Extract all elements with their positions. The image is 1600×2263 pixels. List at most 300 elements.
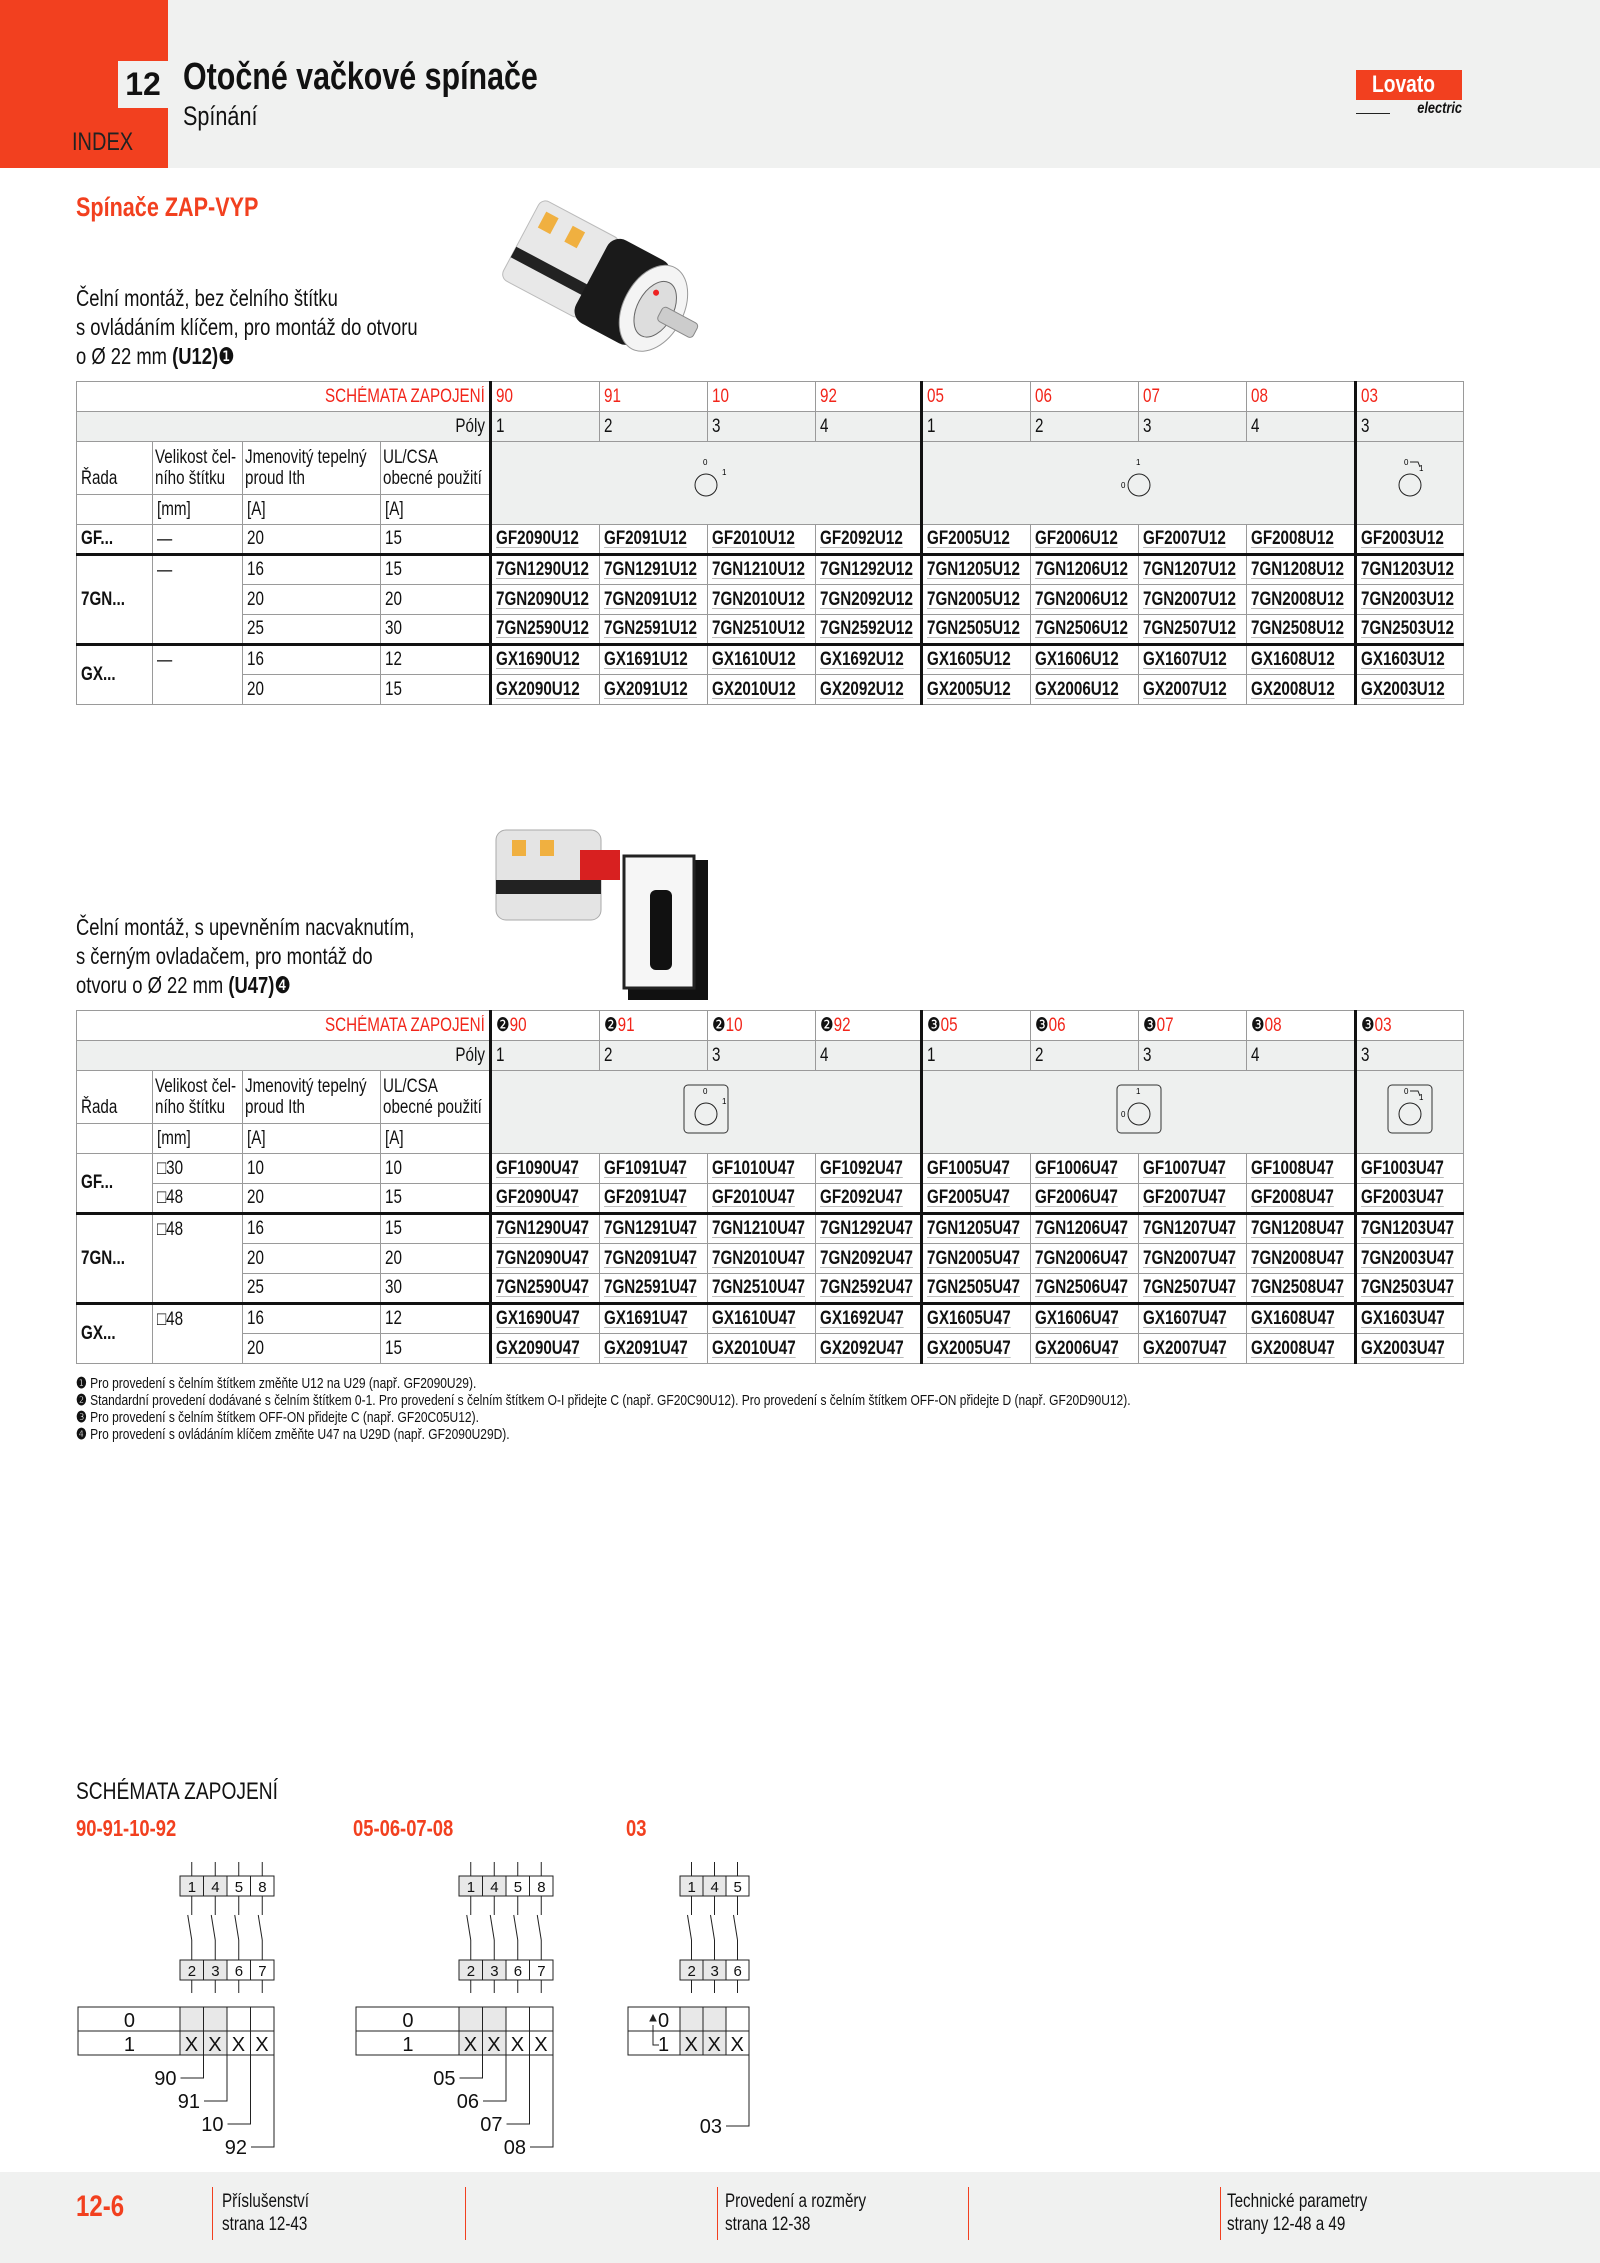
product-code-cell[interactable] xyxy=(1356,615,1464,645)
product-code-cell[interactable] xyxy=(600,1274,708,1304)
product-code[interactable]: 7GN2510U47 xyxy=(712,1277,805,1298)
product-code[interactable]: 7GN1205U47 xyxy=(927,1218,1020,1239)
product-code-cell[interactable] xyxy=(1356,1184,1464,1214)
product-code-cell[interactable] xyxy=(1031,615,1139,645)
dial-label: 0 xyxy=(1404,458,1409,467)
product-code[interactable]: 7GN2510U12 xyxy=(712,618,805,639)
product-code-cell[interactable] xyxy=(816,1244,922,1274)
product-code-cell[interactable] xyxy=(491,1304,600,1334)
product-code[interactable]: 7GN2003U47 xyxy=(1361,1247,1454,1269)
product-code-cell[interactable] xyxy=(708,1154,816,1184)
ul-current: 20 xyxy=(385,1247,402,1269)
product-code-cell[interactable] xyxy=(491,1154,600,1184)
product-code[interactable]: 7GN2005U47 xyxy=(927,1247,1020,1269)
product-code-cell[interactable] xyxy=(491,525,600,555)
scheme-number: 08 xyxy=(1251,385,1268,407)
product-code[interactable]: GX1607U12 xyxy=(1143,649,1227,670)
switch-photo xyxy=(490,810,715,1000)
product-code[interactable]: 7GN2506U12 xyxy=(1035,618,1128,639)
product-code[interactable]: GX2008U47 xyxy=(1251,1337,1335,1359)
product-code-cell[interactable] xyxy=(1139,645,1247,675)
product-code-cell[interactable] xyxy=(1139,615,1247,645)
product-code[interactable]: GX2010U47 xyxy=(712,1337,796,1359)
product-code-cell[interactable] xyxy=(816,525,922,555)
footnote-text: Pro provedení s ovládáním klíčem změňte U47 na U29D (např. GF2090U29D). xyxy=(90,1426,510,1443)
product-code[interactable]: GX2092U47 xyxy=(820,1337,904,1359)
product-code-cell[interactable] xyxy=(816,675,922,705)
product-code[interactable]: GX2006U12 xyxy=(1035,678,1119,700)
product-code[interactable]: GX2005U12 xyxy=(927,678,1011,700)
product-code-cell[interactable] xyxy=(1247,1274,1356,1304)
product-code[interactable]: 7GN2008U12 xyxy=(1251,588,1344,610)
dial-label: 1 xyxy=(722,468,727,477)
product-code[interactable]: 7GN1206U12 xyxy=(1035,559,1128,580)
product-code-cell[interactable] xyxy=(600,1244,708,1274)
product-code[interactable]: GX2091U47 xyxy=(604,1337,688,1359)
product-code-cell[interactable] xyxy=(1356,645,1464,675)
product-code[interactable]: 7GN2507U47 xyxy=(1143,1277,1236,1298)
product-code-cell[interactable] xyxy=(1356,1154,1464,1184)
product-code[interactable]: GX1610U12 xyxy=(712,649,796,670)
product-code[interactable]: GF2090U12 xyxy=(496,528,579,549)
dial-diagram-icon xyxy=(1089,1084,1189,1134)
product-code[interactable]: 7GN2007U12 xyxy=(1143,588,1236,610)
product-code-cell[interactable] xyxy=(1031,525,1139,555)
product-code[interactable]: GX2008U12 xyxy=(1251,678,1335,700)
product-code-cell[interactable] xyxy=(491,1184,600,1214)
footnote-number: ❸ xyxy=(76,1409,87,1426)
plate-size: □48 xyxy=(157,1187,184,1208)
desc-line: Čelní montáž, bez čelního štítku xyxy=(76,285,338,311)
product-code-cell[interactable] xyxy=(816,1154,922,1184)
product-code[interactable]: 7GN1208U12 xyxy=(1251,559,1344,580)
product-code-cell[interactable] xyxy=(1247,615,1356,645)
product-code[interactable]: GX1607U47 xyxy=(1143,1308,1227,1329)
terminal-number: 2 xyxy=(466,1963,476,1980)
product-code-cell[interactable] xyxy=(600,555,708,585)
product-code-cell[interactable] xyxy=(491,615,600,645)
scheme-label: 07 xyxy=(480,2114,503,2136)
product-code-cell[interactable] xyxy=(1356,1244,1464,1274)
product-code[interactable]: 7GN2503U47 xyxy=(1361,1277,1454,1298)
footnote-number: ❹ xyxy=(76,1426,87,1443)
product-code[interactable]: GX1606U12 xyxy=(1035,649,1119,670)
product-code[interactable]: 7GN1207U47 xyxy=(1143,1218,1236,1239)
product-code[interactable]: 7GN2006U12 xyxy=(1035,588,1128,610)
product-code-cell[interactable] xyxy=(1247,555,1356,585)
product-code-cell[interactable] xyxy=(1031,645,1139,675)
product-code-cell[interactable] xyxy=(708,675,816,705)
scheme-header xyxy=(600,1011,708,1041)
product-code[interactable]: 7GN2506U47 xyxy=(1035,1277,1128,1298)
product-code-cell[interactable] xyxy=(1139,555,1247,585)
product-code[interactable]: GF2091U47 xyxy=(604,1187,687,1208)
product-code-cell[interactable] xyxy=(922,1274,1031,1304)
product-code-cell[interactable] xyxy=(816,1334,922,1364)
product-code-cell[interactable] xyxy=(1247,1184,1356,1214)
product-code[interactable]: 7GN1208U47 xyxy=(1251,1218,1344,1239)
product-code[interactable]: 7GN2508U12 xyxy=(1251,618,1344,639)
product-code[interactable]: 7GN1203U47 xyxy=(1361,1218,1454,1239)
product-code[interactable]: 7GN2591U12 xyxy=(604,618,697,639)
product-code[interactable]: 7GN2590U12 xyxy=(496,618,589,639)
product-code[interactable]: GX2006U47 xyxy=(1035,1337,1119,1359)
footnote xyxy=(76,1409,580,1426)
ul-current: 15 xyxy=(385,559,402,580)
terminal-number: 5 xyxy=(513,1879,523,1896)
product-code-cell[interactable] xyxy=(1139,1214,1247,1244)
product-code[interactable]: GX1606U47 xyxy=(1035,1308,1119,1329)
scheme-number: 92 xyxy=(820,385,837,407)
poles-value: 1 xyxy=(496,1044,505,1066)
footnote-ref: ❸ xyxy=(1251,1015,1265,1036)
schemes-title xyxy=(76,1778,328,1806)
poles-value: 4 xyxy=(820,1044,829,1066)
product-code[interactable]: 7GN1292U12 xyxy=(820,559,913,580)
product-code-cell[interactable] xyxy=(816,585,922,615)
product-code-cell[interactable] xyxy=(1356,525,1464,555)
product-code-cell[interactable] xyxy=(491,675,600,705)
terminal-number: 6 xyxy=(234,1963,244,1980)
product-code[interactable]: GX2007U12 xyxy=(1143,678,1227,700)
unit-label: [A] xyxy=(385,498,404,520)
product-code-cell[interactable] xyxy=(1031,1334,1139,1364)
poles-value: 1 xyxy=(927,415,936,437)
product-code-cell[interactable] xyxy=(816,555,922,585)
product-code-cell[interactable] xyxy=(600,1334,708,1364)
product-code-cell[interactable] xyxy=(1247,1214,1356,1244)
product-code[interactable]: GF2006U47 xyxy=(1035,1187,1118,1208)
product-code-cell[interactable] xyxy=(491,1334,600,1364)
product-code[interactable]: 7GN2010U47 xyxy=(712,1247,805,1269)
product-code[interactable]: GF1005U47 xyxy=(927,1157,1010,1179)
product-code[interactable]: 7GN1207U12 xyxy=(1143,559,1236,580)
product-code-cell[interactable] xyxy=(1139,1334,1247,1364)
ul-current: 12 xyxy=(385,649,402,670)
product-code[interactable]: GX2007U47 xyxy=(1143,1337,1227,1359)
product-code-cell[interactable] xyxy=(1247,1304,1356,1334)
product-code[interactable]: GF2007U47 xyxy=(1143,1187,1226,1208)
product-code-cell[interactable] xyxy=(600,525,708,555)
product-code-cell[interactable] xyxy=(816,1214,922,1244)
product-code-cell[interactable] xyxy=(1247,1154,1356,1184)
product-code-cell[interactable] xyxy=(491,555,600,585)
product-code-cell[interactable] xyxy=(922,585,1031,615)
product-code[interactable]: 7GN2092U12 xyxy=(820,588,913,610)
product-code[interactable]: GF2010U12 xyxy=(712,528,795,549)
product-code-cell[interactable] xyxy=(600,1154,708,1184)
product-code-cell[interactable] xyxy=(1247,1244,1356,1274)
product-code-cell[interactable] xyxy=(1031,675,1139,705)
product-code-cell[interactable] xyxy=(922,615,1031,645)
product-code[interactable]: 7GN2008U47 xyxy=(1251,1247,1344,1269)
scheme-number: 90 xyxy=(496,385,513,407)
product-code-cell[interactable] xyxy=(1139,1274,1247,1304)
product-code-cell[interactable] xyxy=(816,615,922,645)
product-code[interactable]: GF2005U47 xyxy=(927,1187,1010,1208)
product-code-cell[interactable] xyxy=(1356,1214,1464,1244)
product-code[interactable]: 7GN1210U12 xyxy=(712,559,805,580)
product-code[interactable]: GX1603U12 xyxy=(1361,649,1445,670)
product-code-cell[interactable] xyxy=(1247,1334,1356,1364)
product-code[interactable]: GF2008U47 xyxy=(1251,1187,1334,1208)
contact-mark: X xyxy=(184,2034,199,2056)
header-label: obecné použití xyxy=(383,1097,482,1118)
product-code-cell[interactable] xyxy=(1031,1184,1139,1214)
product-code-cell[interactable] xyxy=(600,1304,708,1334)
product-code-cell[interactable] xyxy=(1031,1154,1139,1184)
product-code-cell[interactable] xyxy=(1139,1184,1247,1214)
product-code-cell[interactable] xyxy=(708,525,816,555)
product-code[interactable]: GX2003U47 xyxy=(1361,1337,1445,1359)
product-code[interactable]: GX1690U47 xyxy=(496,1308,580,1329)
product-code[interactable]: 7GN2591U47 xyxy=(604,1277,697,1298)
index-link[interactable] xyxy=(72,128,148,157)
scheme-header xyxy=(1356,382,1464,412)
product-code-cell[interactable] xyxy=(491,1274,600,1304)
product-code-cell[interactable] xyxy=(922,1154,1031,1184)
footer-link-technical[interactable] xyxy=(1227,2190,1402,2236)
product-code[interactable]: 7GN2508U47 xyxy=(1251,1277,1344,1298)
product-code-cell[interactable] xyxy=(708,585,816,615)
product-code[interactable]: GX1605U12 xyxy=(927,649,1011,670)
product-code-cell[interactable] xyxy=(1356,1304,1464,1334)
series-name: 7GN... xyxy=(81,588,125,610)
product-code[interactable]: 7GN2505U12 xyxy=(927,618,1020,639)
product-code-cell[interactable] xyxy=(1031,1304,1139,1334)
scheme-header xyxy=(922,1011,1031,1041)
product-code[interactable]: 7GN1210U47 xyxy=(712,1218,805,1239)
product-code-cell[interactable] xyxy=(816,645,922,675)
product-code[interactable]: GF1092U47 xyxy=(820,1157,903,1179)
product-code-cell[interactable] xyxy=(922,645,1031,675)
product-code[interactable]: 7GN1290U47 xyxy=(496,1218,589,1239)
product-code-cell[interactable] xyxy=(491,1214,600,1244)
product-code[interactable]: 7GN2090U12 xyxy=(496,588,589,610)
product-code-cell[interactable] xyxy=(922,1304,1031,1334)
desc-line: s černým ovladačem, pro montáž do xyxy=(76,943,373,969)
scheme-label: 90 xyxy=(154,2068,177,2090)
product-code[interactable]: GF1006U47 xyxy=(1035,1157,1118,1179)
product-code-cell[interactable] xyxy=(600,1184,708,1214)
footer-link-dimensions[interactable] xyxy=(725,2190,901,2236)
product-code-cell[interactable] xyxy=(708,1304,816,1334)
product-code[interactable]: GF1008U47 xyxy=(1251,1157,1334,1179)
product-code-cell[interactable] xyxy=(1247,675,1356,705)
product-code-cell[interactable] xyxy=(1139,1154,1247,1184)
product-code[interactable]: 7GN2092U47 xyxy=(820,1247,913,1269)
footer-link-accessories[interactable] xyxy=(222,2190,331,2236)
product-code-cell[interactable] xyxy=(1139,525,1247,555)
product-code-cell[interactable] xyxy=(708,615,816,645)
product-code-cell[interactable] xyxy=(708,1184,816,1214)
product-code-cell[interactable] xyxy=(491,1244,600,1274)
product-code-cell[interactable] xyxy=(1031,1244,1139,1274)
logo-brand-text: Lovato xyxy=(1372,71,1435,98)
product-code-cell[interactable] xyxy=(816,1274,922,1304)
product-code[interactable]: GF2005U12 xyxy=(927,528,1010,549)
scheme-header xyxy=(816,1011,922,1041)
product-code[interactable]: GX2010U12 xyxy=(712,678,796,700)
product-code[interactable]: GX1691U12 xyxy=(604,649,688,670)
product-code[interactable]: GF2003U47 xyxy=(1361,1187,1444,1208)
product-code[interactable]: 7GN2503U12 xyxy=(1361,618,1454,639)
product-code-cell[interactable] xyxy=(1356,1334,1464,1364)
product-code-cell[interactable] xyxy=(816,1184,922,1214)
column-header-row xyxy=(77,1071,1464,1124)
product-code[interactable]: 7GN2010U12 xyxy=(712,588,805,610)
product-code[interactable]: 7GN1291U47 xyxy=(604,1218,697,1239)
product-code[interactable]: 7GN1290U12 xyxy=(496,559,589,580)
product-code-cell[interactable] xyxy=(1247,645,1356,675)
product-code[interactable]: GF2003U12 xyxy=(1361,528,1444,549)
return-arrow-head-icon xyxy=(650,2015,656,2021)
product-code[interactable]: 7GN2007U47 xyxy=(1143,1247,1236,1269)
product-code-cell[interactable] xyxy=(491,645,600,675)
product-code-cell[interactable] xyxy=(708,555,816,585)
product-code[interactable]: GF2010U47 xyxy=(712,1187,795,1208)
scheme-label: 05 xyxy=(433,2068,456,2090)
product-code-cell[interactable] xyxy=(922,1214,1031,1244)
dial-diagram-icon xyxy=(656,1084,756,1134)
product-code[interactable]: GX1603U47 xyxy=(1361,1308,1445,1329)
product-code-cell[interactable] xyxy=(600,645,708,675)
product-code[interactable]: GF2091U12 xyxy=(604,528,687,549)
footnote-ref: ❷ xyxy=(712,1015,726,1036)
product-code[interactable]: 7GN2091U12 xyxy=(604,588,697,610)
dial-label: 0 xyxy=(703,458,708,467)
header-label: ního štítku xyxy=(155,1097,226,1118)
ul-current: 30 xyxy=(385,1277,402,1298)
product-code-cell[interactable] xyxy=(1356,585,1464,615)
ul-current: 15 xyxy=(385,1218,402,1239)
product-code: (U47) xyxy=(228,972,275,998)
product-code[interactable]: GX1605U47 xyxy=(927,1308,1011,1329)
product-code-cell[interactable] xyxy=(1031,555,1139,585)
product-code[interactable]: GX1692U12 xyxy=(820,649,904,670)
table-row xyxy=(77,1334,1464,1364)
product-code-cell[interactable] xyxy=(600,615,708,645)
product-code[interactable]: 7GN2507U12 xyxy=(1143,618,1236,639)
product-code-cell[interactable] xyxy=(1031,1274,1139,1304)
product-code-cell[interactable] xyxy=(1247,525,1356,555)
product-code-cell[interactable] xyxy=(922,1244,1031,1274)
product-code[interactable]: GF1003U47 xyxy=(1361,1157,1444,1179)
product-code[interactable]: 7GN2091U47 xyxy=(604,1247,697,1269)
schemes-label: SCHÉMATA ZAPOJENÍ xyxy=(325,1014,486,1036)
product-code[interactable]: GF2092U12 xyxy=(820,528,903,549)
product-code[interactable]: GX1608U47 xyxy=(1251,1308,1335,1329)
product-code[interactable]: 7GN1292U47 xyxy=(820,1218,913,1239)
product-code[interactable]: 7GN2006U47 xyxy=(1035,1247,1128,1269)
product-code[interactable]: GX1610U47 xyxy=(712,1308,796,1329)
product-code-cell[interactable] xyxy=(1356,675,1464,705)
footnote-ref: ❸ xyxy=(927,1015,941,1036)
scheme-number: 03 xyxy=(1361,385,1378,407)
product-code-cell[interactable] xyxy=(816,1304,922,1334)
poles-value: 2 xyxy=(604,415,613,437)
product-code-cell[interactable] xyxy=(708,1214,816,1244)
product-code[interactable]: 7GN2505U47 xyxy=(927,1277,1020,1298)
product-code-cell[interactable] xyxy=(922,525,1031,555)
product-code-cell[interactable] xyxy=(922,1184,1031,1214)
table-row xyxy=(77,675,1464,705)
product-code[interactable]: GF2008U12 xyxy=(1251,528,1334,549)
product-code[interactable]: GF2006U12 xyxy=(1035,528,1118,549)
product-code[interactable]: GX1691U47 xyxy=(604,1308,688,1329)
product-code[interactable]: GF1091U47 xyxy=(604,1157,687,1179)
product-code-cell[interactable] xyxy=(600,1214,708,1244)
product-code-cell[interactable] xyxy=(708,1274,816,1304)
product-code[interactable]: GX2092U12 xyxy=(820,678,904,700)
product-code-cell[interactable] xyxy=(922,1334,1031,1364)
dial-label: 0 xyxy=(1120,1110,1125,1119)
product-code-cell[interactable] xyxy=(922,555,1031,585)
product-code-cell[interactable] xyxy=(1139,1244,1247,1274)
product-code[interactable]: GF1090U47 xyxy=(496,1157,579,1179)
product-code[interactable]: GX2090U47 xyxy=(496,1337,580,1359)
product-code-cell[interactable] xyxy=(1031,585,1139,615)
product-code[interactable]: 7GN2090U47 xyxy=(496,1247,589,1269)
product-code[interactable]: 7GN1203U12 xyxy=(1361,559,1454,580)
product-code[interactable]: GX2091U12 xyxy=(604,678,688,700)
product-code[interactable]: GF1007U47 xyxy=(1143,1157,1226,1179)
product-code-cell[interactable] xyxy=(1356,555,1464,585)
product-code-cell[interactable] xyxy=(600,675,708,705)
product-code-cell[interactable] xyxy=(600,585,708,615)
product-code[interactable]: GF1010U47 xyxy=(712,1157,795,1179)
product-code[interactable]: 7GN2590U47 xyxy=(496,1277,589,1298)
product-code-cell[interactable] xyxy=(708,1334,816,1364)
product-code[interactable]: GX2003U12 xyxy=(1361,678,1445,700)
terminal-number: 4 xyxy=(490,1879,499,1896)
ul-current: 15 xyxy=(385,678,402,700)
product-code-cell[interactable] xyxy=(1139,1304,1247,1334)
product-code-cell[interactable] xyxy=(708,1244,816,1274)
product-code[interactable]: 7GN2592U12 xyxy=(820,618,913,639)
series-name: GF... xyxy=(81,528,114,549)
dial-label: 1 xyxy=(1135,458,1140,467)
product-code[interactable]: GX2090U12 xyxy=(496,678,580,700)
scheme-header xyxy=(1247,382,1356,412)
product-code[interactable]: 7GN1206U47 xyxy=(1035,1218,1128,1239)
product-code[interactable]: GX1690U12 xyxy=(496,649,580,670)
product-code-cell[interactable] xyxy=(1356,1274,1464,1304)
footnote-ref: ❷ xyxy=(820,1015,834,1036)
product-code[interactable]: 7GN1205U12 xyxy=(927,559,1020,580)
product-code[interactable]: GX1692U47 xyxy=(820,1308,904,1329)
product-code-cell[interactable] xyxy=(708,645,816,675)
product-code[interactable]: GF2092U47 xyxy=(820,1187,903,1208)
product-code-cell[interactable] xyxy=(1247,585,1356,615)
product-code[interactable]: 7GN2003U12 xyxy=(1361,588,1454,610)
product-code-cell[interactable] xyxy=(922,675,1031,705)
product-code[interactable]: 7GN2005U12 xyxy=(927,588,1020,610)
product-code[interactable]: GX2005U47 xyxy=(927,1337,1011,1359)
product-code[interactable]: 7GN1291U12 xyxy=(604,559,697,580)
chapter-number: 12 xyxy=(118,61,168,108)
footnote-ref: ❸ xyxy=(1035,1015,1049,1036)
product-code[interactable]: GF2007U12 xyxy=(1143,528,1226,549)
product-code-cell[interactable] xyxy=(1139,675,1247,705)
unit-label: [A] xyxy=(247,498,266,520)
product-code[interactable]: GX1608U12 xyxy=(1251,649,1335,670)
product-code-cell[interactable] xyxy=(1139,585,1247,615)
product-code-cell[interactable] xyxy=(491,585,600,615)
product-code[interactable]: GF2090U47 xyxy=(496,1187,579,1208)
product-code-cell[interactable] xyxy=(1031,1214,1139,1244)
product-code[interactable]: 7GN2592U47 xyxy=(820,1277,913,1298)
